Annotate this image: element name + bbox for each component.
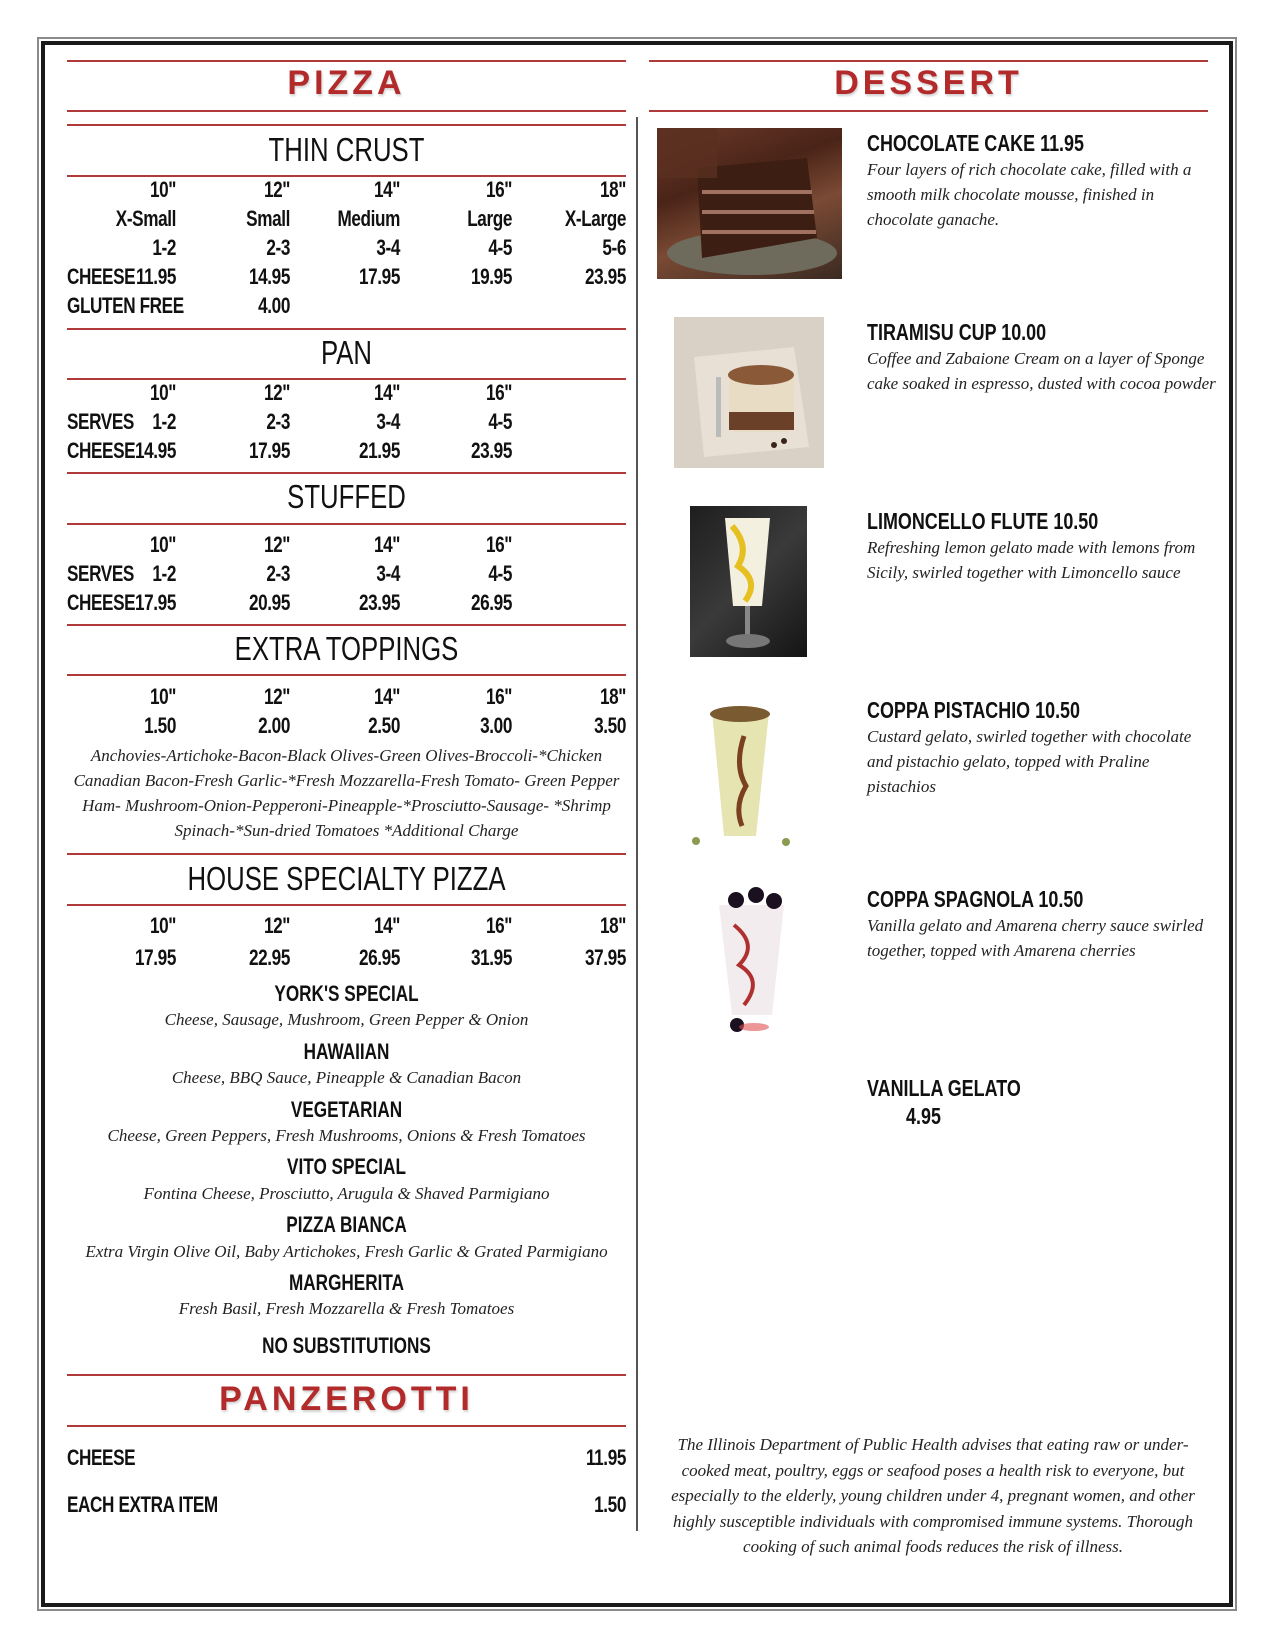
size-cell: 14" <box>373 532 400 557</box>
specialty-desc: Fontina Cheese, Prosciutto, Arugula & Shaved Parmigiano <box>143 1184 550 1203</box>
cheese-label: CHEESE <box>67 264 136 289</box>
dessert-item-desc: Vanilla gelato and Amarena cherry sauce swirled together, topped with Amarena cherries <box>867 916 1204 960</box>
size-cell: 18" <box>599 913 626 938</box>
specialty-desc: Fresh Basil, Fresh Mozzarella & Fresh Tomatoes <box>178 1299 515 1318</box>
gluten-free-label: GLUTEN FREE <box>67 293 184 318</box>
pizza-title: PIZZA <box>287 64 406 102</box>
serves-cell: 2-3 <box>266 235 290 260</box>
serves-cell: 2-3 <box>266 561 290 586</box>
serves-cell: 4-5 <box>488 561 512 586</box>
specialty-name: MARGHERITA <box>288 1270 405 1295</box>
rule <box>649 60 1208 62</box>
toppings-line: Anchovies-Artichoke-Bacon-Black Olives-Green Olives-Broccoli-*Chicken <box>90 746 603 765</box>
price-cell: 19.95 <box>471 264 512 289</box>
tiramisu-cup-image <box>674 317 824 468</box>
panzerotti-item-price: 1.50 <box>594 1492 626 1517</box>
limoncello-flute-image <box>690 506 807 657</box>
price-cell: 3.50 <box>594 713 626 738</box>
extra-toppings-title: EXTRA TOPPINGS <box>234 630 459 667</box>
coppa-spagnola-image <box>674 885 819 1036</box>
price-cell: 17.95 <box>135 945 176 970</box>
serves-cell: 4-5 <box>488 409 512 434</box>
toppings-line: Ham- Mushroom-Onion-Pepperoni-Pineapple-*Prosciutto-Sausage- *Shrimp <box>82 796 611 815</box>
specialty-desc: Cheese, BBQ Sauce, Pineapple & Canadian Bacon <box>171 1068 522 1087</box>
rule <box>67 110 626 112</box>
rule <box>67 472 626 474</box>
price-cell: 17.95 <box>249 438 290 463</box>
price-cell: 1.50 <box>144 713 176 738</box>
serves-cell: 3-4 <box>376 561 400 586</box>
rule <box>67 904 626 906</box>
specialty-name: VITO SPECIAL <box>287 1154 406 1179</box>
specialty-desc: Cheese, Green Peppers, Fresh Mushrooms, Onions & Fresh Tomatoes <box>107 1126 586 1145</box>
size-cell: 16" <box>485 177 512 202</box>
dessert-item-name: CHOCOLATE CAKE 11.95 <box>867 130 1084 156</box>
dessert-item-name: LIMONCELLO FLUTE 10.50 <box>867 508 1099 534</box>
size-cell: 14" <box>373 380 400 405</box>
price-cell: 2.00 <box>258 713 290 738</box>
serves-cell: 1-2 <box>152 561 176 586</box>
rule <box>649 110 1208 112</box>
price-cell: 23.95 <box>471 438 512 463</box>
size-cell: 18" <box>599 684 626 709</box>
dessert-item-name: COPPA PISTACHIO 10.50 <box>867 697 1081 723</box>
price-cell: 4.00 <box>258 293 290 318</box>
size-name-cell: X-Small <box>115 206 176 231</box>
size-cell: 12" <box>263 913 290 938</box>
price-cell: 23.95 <box>359 590 400 615</box>
column-divider <box>636 117 638 1531</box>
panzerotti-item-label: CHEESE <box>67 1445 136 1470</box>
size-name-cell: Medium <box>337 206 400 231</box>
price-cell: 11.95 <box>135 264 176 289</box>
size-cell: 10" <box>149 913 176 938</box>
house-specialty-title: HOUSE SPECIALTY PIZZA <box>187 860 506 897</box>
coppa-pistachio-image <box>674 696 804 847</box>
size-cell: 16" <box>485 380 512 405</box>
size-name-cell: Large <box>467 206 512 231</box>
dessert-title: DESSERT <box>834 64 1023 102</box>
health-notice: The Illinois Department of Public Health advises that eating raw or under-cooked meat, poultry, eggs or seafood poses a health risk to everyone, but especially to the elderly, young children under 4, pregnant women, and other highly susceptible individuals with compromised immune systems. Thorough cooking of such animal foods reduces the risk of illness. <box>671 1435 1195 1556</box>
size-cell: 10" <box>149 684 176 709</box>
rule <box>67 523 626 525</box>
dessert-item-desc: Coffee and Zabaione Cream on a layer of Sponge cake soaked in espresso, dusted with cocoa powder <box>867 349 1216 393</box>
price-cell: 26.95 <box>471 590 512 615</box>
rule <box>67 328 626 330</box>
toppings-line: Spinach-*Sun-dried Tomatoes *Additional Charge <box>174 821 519 840</box>
serves-cell: 5-6 <box>602 235 626 260</box>
size-cell: 18" <box>599 177 626 202</box>
serves-label: SERVES <box>67 409 134 434</box>
size-name-cell: X-Large <box>564 206 626 231</box>
vanilla-gelato-price: 4.95 <box>906 1103 941 1129</box>
rule <box>67 1425 626 1427</box>
size-cell: 12" <box>263 380 290 405</box>
specialty-name: YORK'S SPECIAL <box>274 981 419 1006</box>
dessert-item-desc: Four layers of rich chocolate cake, filled with a smooth milk chocolate mousse, finished in chocolate ganache. <box>867 160 1192 229</box>
serves-cell: 1-2 <box>152 235 176 260</box>
size-cell: 12" <box>263 684 290 709</box>
size-cell: 10" <box>149 532 176 557</box>
dessert-item-name: TIRAMISU CUP 10.00 <box>867 319 1047 345</box>
size-cell: 10" <box>149 177 176 202</box>
stuffed-title: STUFFED <box>287 478 406 515</box>
size-cell: 16" <box>485 913 512 938</box>
price-cell: 14.95 <box>249 264 290 289</box>
rule <box>67 1374 626 1376</box>
size-name-cell: Small <box>246 206 290 231</box>
rule <box>67 853 626 855</box>
vanilla-gelato-name: VANILLA GELATO <box>867 1075 1021 1101</box>
size-cell: 12" <box>263 177 290 202</box>
pan-title: PAN <box>320 334 373 371</box>
specialty-desc: Extra Virgin Olive Oil, Baby Artichokes, Fresh Garlic & Grated Parmigiano <box>85 1242 608 1261</box>
price-cell: 3.00 <box>480 713 512 738</box>
serves-cell: 3-4 <box>376 235 400 260</box>
price-cell: 17.95 <box>135 590 176 615</box>
chocolate-cake-image <box>657 128 842 279</box>
price-cell: 21.95 <box>359 438 400 463</box>
price-cell: 37.95 <box>585 945 626 970</box>
specialty-name: VEGETARIAN <box>290 1097 403 1122</box>
no-substitutions-note: NO SUBSTITUTIONS <box>262 1333 431 1358</box>
rule <box>67 124 626 126</box>
size-cell: 12" <box>263 532 290 557</box>
price-cell: 22.95 <box>249 945 290 970</box>
specialty-desc: Cheese, Sausage, Mushroom, Green Pepper & Onion <box>164 1010 529 1029</box>
thin-crust-title: THIN CRUST <box>268 131 425 168</box>
rule <box>67 624 626 626</box>
price-cell: 31.95 <box>471 945 512 970</box>
price-cell: 23.95 <box>585 264 626 289</box>
size-cell: 14" <box>373 913 400 938</box>
toppings-line: Canadian Bacon-Fresh Garlic-*Fresh Mozzarella-Fresh Tomato- Green Pepper <box>73 771 620 790</box>
size-cell: 16" <box>485 684 512 709</box>
serves-cell: 3-4 <box>376 409 400 434</box>
serves-label: SERVES <box>67 561 134 586</box>
specialty-name: HAWAIIAN <box>303 1039 390 1064</box>
size-cell: 14" <box>373 177 400 202</box>
rule <box>67 674 626 676</box>
price-cell: 14.95 <box>135 438 176 463</box>
cheese-label: CHEESE <box>67 438 136 463</box>
price-cell: 26.95 <box>359 945 400 970</box>
serves-cell: 4-5 <box>488 235 512 260</box>
serves-cell: 1-2 <box>152 409 176 434</box>
dessert-item-desc: Refreshing lemon gelato made with lemons from Sicily, swirled together with Limoncello sauce <box>867 538 1196 582</box>
panzerotti-item-label: EACH EXTRA ITEM <box>67 1492 218 1517</box>
panzerotti-title: PANZEROTTI <box>219 1380 474 1418</box>
size-cell: 10" <box>149 380 176 405</box>
size-cell: 16" <box>485 532 512 557</box>
price-cell: 2.50 <box>368 713 400 738</box>
panzerotti-item-price: 11.95 <box>585 1445 626 1470</box>
specialty-name: PIZZA BIANCA <box>286 1212 407 1237</box>
serves-cell: 2-3 <box>266 409 290 434</box>
size-cell: 14" <box>373 684 400 709</box>
rule <box>67 60 626 62</box>
cheese-label: CHEESE <box>67 590 136 615</box>
price-cell: 17.95 <box>359 264 400 289</box>
dessert-item-name: COPPA SPAGNOLA 10.50 <box>867 886 1084 912</box>
price-cell: 20.95 <box>249 590 290 615</box>
dessert-item-desc: Custard gelato, swirled together with chocolate and pistachio gelato, topped with Praline pistachios <box>867 727 1192 796</box>
